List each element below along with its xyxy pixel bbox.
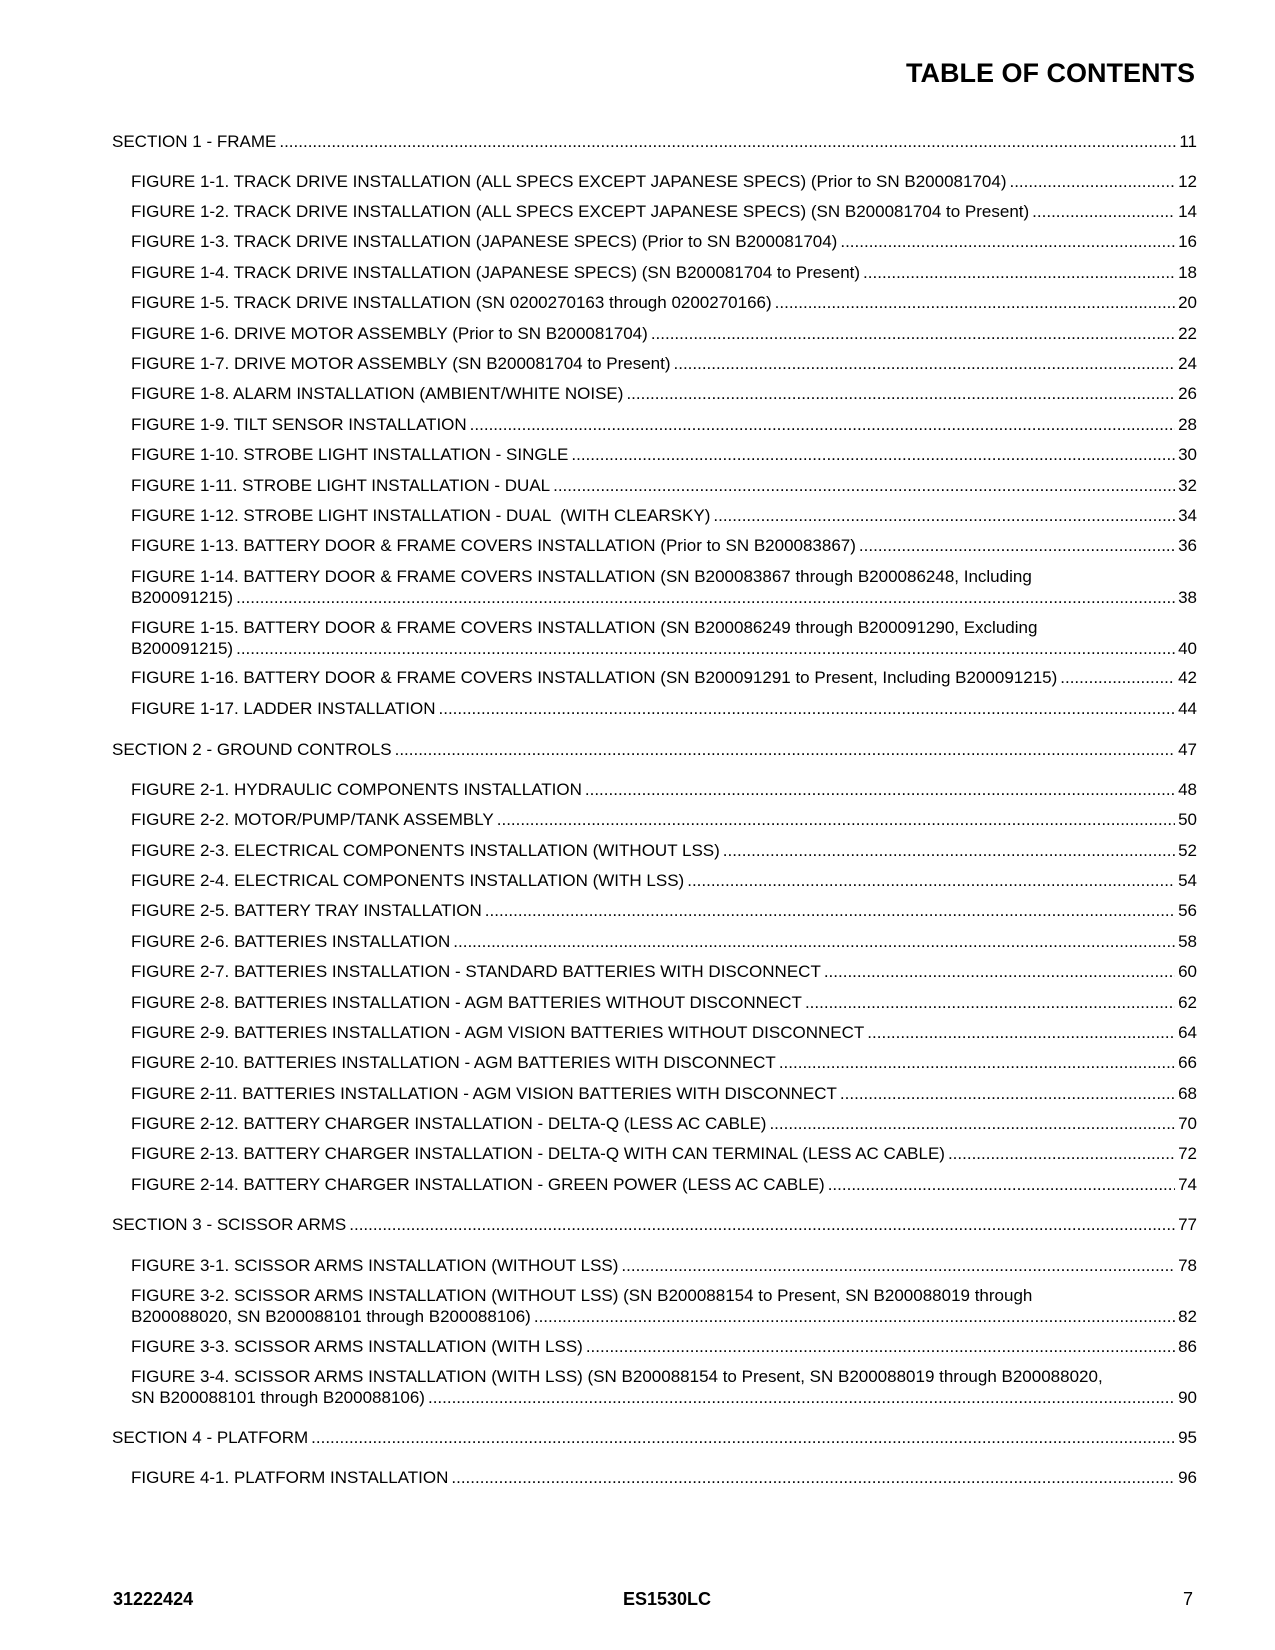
toc-page-number: 86 xyxy=(1178,1337,1197,1356)
toc-entry-label: FIGURE 1-3. TRACK DRIVE INSTALLATION (JAPANESE SPECS) (Prior to SN B200081704) xyxy=(131,232,838,251)
toc-entry-label: FIGURE 2-12. BATTERY CHARGER INSTALLATION - DELTA-Q (LESS AC CABLE) xyxy=(131,1114,767,1133)
toc-page-number: 40 xyxy=(1178,639,1197,658)
toc-page-number: 66 xyxy=(1178,1053,1197,1072)
toc-entry-label: FIGURE 2-5. BATTERY TRAY INSTALLATION xyxy=(131,901,482,920)
toc-page-number: 16 xyxy=(1178,232,1197,251)
toc-figure-entry[interactable] xyxy=(112,1143,1197,1164)
toc-leader-dots xyxy=(585,779,1175,800)
toc-figure-entry[interactable] xyxy=(112,292,1197,313)
toc-page-number: 77 xyxy=(1178,1215,1197,1234)
toc-leader-dots xyxy=(1060,667,1175,688)
toc-leader-dots xyxy=(453,931,1175,952)
toc-figure-entry[interactable] xyxy=(112,870,1197,891)
toc-entry-label: SECTION 3 - SCISSOR ARMS xyxy=(112,1215,347,1234)
footer-model: ES1530LC xyxy=(623,1589,712,1609)
toc-figure-entry[interactable] xyxy=(112,505,1197,526)
toc-entry-title-line: FIGURE 3-2. SCISSOR ARMS INSTALLATION (WITHOUT LSS) (SN B200088154 to Present, SN B200088019 through xyxy=(131,1286,1033,1305)
toc-entry-label: B200091215) xyxy=(131,639,234,658)
toc-page-number: 90 xyxy=(1178,1388,1197,1407)
toc-entry-title-line: FIGURE 1-15. BATTERY DOOR & FRAME COVERS INSTALLATION (SN B200086249 through B200091290, Excluding xyxy=(131,618,1038,637)
toc-figure-entry[interactable] xyxy=(112,617,1197,659)
toc-entry-label: FIGURE 2-14. BATTERY CHARGER INSTALLATION - GREEN POWER (LESS AC CABLE) xyxy=(131,1175,825,1194)
toc-leader-dots xyxy=(948,1143,1175,1164)
toc-leader-dots xyxy=(840,1083,1175,1104)
toc-figure-entry[interactable] xyxy=(112,779,1197,800)
toc-figure-entry[interactable] xyxy=(112,444,1197,465)
toc-leader-dots xyxy=(311,1427,1175,1448)
toc-figure-entry[interactable] xyxy=(112,1113,1197,1134)
toc-page-number: 12 xyxy=(1178,172,1197,191)
toc-leader-dots xyxy=(485,900,1175,921)
toc-page-number: 14 xyxy=(1178,202,1197,221)
toc-entry-label: FIGURE 2-3. ELECTRICAL COMPONENTS INSTALLATION (WITHOUT LSS) xyxy=(131,841,720,860)
toc-leader-dots xyxy=(395,739,1175,760)
toc-figure-entry[interactable] xyxy=(112,566,1197,608)
toc-page-number: 26 xyxy=(1178,384,1197,403)
toc-entry-label: FIGURE 1-17. LADDER INSTALLATION xyxy=(131,699,436,718)
toc-leader-dots xyxy=(867,1022,1175,1043)
toc-page-number: 48 xyxy=(1178,780,1197,799)
toc-leader-dots xyxy=(428,1387,1175,1408)
toc-figure-entry[interactable] xyxy=(112,353,1197,374)
toc-page-number: 54 xyxy=(1178,871,1197,890)
toc-entry-label: FIGURE 1-12. STROBE LIGHT INSTALLATION - DUAL (WITH CLEARSKY) xyxy=(131,506,711,525)
toc-figure-entry[interactable] xyxy=(112,475,1197,496)
toc-entry-label: FIGURE 2-4. ELECTRICAL COMPONENTS INSTALLATION (WITH LSS) xyxy=(131,871,685,890)
toc-leader-dots xyxy=(534,1306,1175,1327)
toc-section-entry[interactable] xyxy=(112,131,1197,152)
toc-entry-label: FIGURE 3-3. SCISSOR ARMS INSTALLATION (WITH LSS) xyxy=(131,1337,583,1356)
toc-leader-dots xyxy=(805,992,1175,1013)
toc-page-number: 56 xyxy=(1178,901,1197,920)
toc-figure-entry[interactable] xyxy=(112,961,1197,982)
toc-leader-dots xyxy=(470,414,1175,435)
toc-page-number: 32 xyxy=(1178,476,1197,495)
toc-leader-dots xyxy=(349,1214,1175,1235)
toc-page-number: 62 xyxy=(1178,993,1197,1012)
toc-entry-label: FIGURE 1-13. BATTERY DOOR & FRAME COVERS INSTALLATION (Prior to SN B200083867) xyxy=(131,536,856,555)
toc-entry-label: B200088020, SN B200088101 through B200088106) xyxy=(131,1307,531,1326)
toc-entry-label: FIGURE 2-7. BATTERIES INSTALLATION - STANDARD BATTERIES WITH DISCONNECT xyxy=(131,962,821,981)
toc-figure-entry[interactable] xyxy=(112,1255,1197,1276)
toc-page-number: 34 xyxy=(1178,506,1197,525)
toc-leader-dots xyxy=(723,840,1175,861)
toc-figure-entry[interactable] xyxy=(112,698,1197,719)
toc-figure-entry[interactable] xyxy=(112,931,1197,952)
toc-entry-label: FIGURE 1-16. BATTERY DOOR & FRAME COVERS INSTALLATION (SN B200091291 to Present, Including B200091215) xyxy=(131,668,1058,687)
toc-figure-entry[interactable] xyxy=(112,262,1197,283)
toc-leader-dots xyxy=(497,809,1175,830)
toc-figure-entry[interactable] xyxy=(112,535,1197,556)
toc-leader-dots xyxy=(586,1336,1175,1357)
toc-page-number: 20 xyxy=(1178,293,1197,312)
toc-page-number: 64 xyxy=(1178,1023,1197,1042)
toc-entry-title-line: FIGURE 3-4. SCISSOR ARMS INSTALLATION (WITH LSS) (SN B200088154 to Present, SN B200088019 through B200088020, xyxy=(131,1367,1103,1386)
toc-leader-dots xyxy=(236,587,1175,608)
toc-entry-label: FIGURE 2-13. BATTERY CHARGER INSTALLATION - DELTA-Q WITH CAN TERMINAL (LESS AC CABLE) xyxy=(131,1144,945,1163)
toc-page-number: 52 xyxy=(1178,841,1197,860)
toc-figure-entry[interactable] xyxy=(112,1285,1197,1327)
toc-leader-dots xyxy=(1009,171,1175,192)
toc-figure-entry[interactable] xyxy=(112,1174,1197,1195)
toc-figure-entry[interactable] xyxy=(112,809,1197,830)
toc-entry-label: FIGURE 1-2. TRACK DRIVE INSTALLATION (ALL SPECS EXCEPT JAPANESE SPECS) (SN B200081704 to Present) xyxy=(131,202,1030,221)
toc-figure-entry[interactable] xyxy=(112,1366,1197,1408)
toc-entry-label: FIGURE 1-5. TRACK DRIVE INSTALLATION (SN 0200270163 through 0200270166) xyxy=(131,293,772,312)
toc-leader-dots xyxy=(451,1467,1175,1488)
toc-page-number: 70 xyxy=(1178,1114,1197,1133)
toc-page-number: 22 xyxy=(1178,324,1197,343)
toc-entry-label: FIGURE 1-7. DRIVE MOTOR ASSEMBLY (SN B200081704 to Present) xyxy=(131,354,671,373)
toc-leader-dots xyxy=(236,638,1175,659)
toc-figure-entry[interactable] xyxy=(112,171,1197,192)
toc-leader-dots xyxy=(621,1255,1175,1276)
toc-entry-label: FIGURE 1-4. TRACK DRIVE INSTALLATION (JAPANESE SPECS) (SN B200081704 to Present) xyxy=(131,263,861,282)
toc-leader-dots xyxy=(840,231,1175,252)
toc-figure-entry[interactable] xyxy=(112,201,1197,222)
toc-page-number: 30 xyxy=(1178,445,1197,464)
toc-leader-dots xyxy=(824,961,1175,982)
toc-leader-dots xyxy=(571,444,1175,465)
footer-doc-number: 31222424 xyxy=(113,1589,194,1609)
toc-leader-dots xyxy=(828,1174,1175,1195)
toc-entry-label: FIGURE 1-1. TRACK DRIVE INSTALLATION (ALL SPECS EXCEPT JAPANESE SPECS) (Prior to SN B200081704) xyxy=(131,172,1007,191)
toc-figure-entry[interactable] xyxy=(112,1467,1197,1488)
toc-figure-entry[interactable] xyxy=(112,992,1197,1013)
toc-leader-dots xyxy=(713,505,1175,526)
toc-entry-label: FIGURE 2-11. BATTERIES INSTALLATION - AGM VISION BATTERIES WITH DISCONNECT xyxy=(131,1084,837,1103)
toc-figure-entry[interactable] xyxy=(112,1022,1197,1043)
toc-leader-dots xyxy=(769,1113,1175,1134)
toc-page-number: 68 xyxy=(1178,1084,1197,1103)
toc-page-number: 47 xyxy=(1178,740,1197,759)
toc-figure-entry[interactable] xyxy=(112,231,1197,252)
toc-entry-label: FIGURE 2-1. HYDRAULIC COMPONENTS INSTALLATION xyxy=(131,780,582,799)
toc-entry-label: FIGURE 1-11. STROBE LIGHT INSTALLATION - DUAL xyxy=(131,476,551,495)
toc-figure-entry[interactable] xyxy=(112,1083,1197,1104)
toc-leader-dots xyxy=(626,383,1175,404)
toc-entry-label: FIGURE 4-1. PLATFORM INSTALLATION xyxy=(131,1468,449,1487)
toc-leader-dots xyxy=(651,323,1175,344)
toc-page-number: 72 xyxy=(1178,1144,1197,1163)
toc-leader-dots xyxy=(779,1052,1175,1073)
toc-page-number: 50 xyxy=(1178,810,1197,829)
toc-page-number: 95 xyxy=(1178,1428,1197,1447)
toc-leader-dots xyxy=(279,131,1176,152)
toc-leader-dots xyxy=(1032,201,1175,222)
toc-entry-label: SECTION 2 - GROUND CONTROLS xyxy=(112,740,392,759)
toc-entry-label: FIGURE 1-9. TILT SENSOR INSTALLATION xyxy=(131,415,467,434)
toc-page-number: 36 xyxy=(1178,536,1197,555)
toc-page-number: 24 xyxy=(1178,354,1197,373)
toc-figure-entry[interactable] xyxy=(112,840,1197,861)
toc-page-number: 96 xyxy=(1178,1468,1197,1487)
toc-leader-dots xyxy=(439,698,1176,719)
toc-leader-dots xyxy=(859,535,1175,556)
toc-page-number: 42 xyxy=(1178,668,1197,687)
toc-section-entry[interactable] xyxy=(112,1214,1197,1235)
toc-entry-label: FIGURE 3-1. SCISSOR ARMS INSTALLATION (WITHOUT LSS) xyxy=(131,1256,619,1275)
toc-figure-entry[interactable] xyxy=(112,383,1197,404)
toc-figure-entry[interactable] xyxy=(112,414,1197,435)
toc-leader-dots xyxy=(687,870,1175,891)
toc-figure-entry[interactable] xyxy=(112,1052,1197,1073)
toc-entry-label: B200091215) xyxy=(131,588,234,607)
toc-leader-dots xyxy=(863,262,1175,283)
toc-page-number: 11 xyxy=(1179,132,1197,151)
toc-page-number: 78 xyxy=(1178,1256,1197,1275)
toc-page-number: 60 xyxy=(1178,962,1197,981)
toc-entry-label: SECTION 4 - PLATFORM xyxy=(112,1428,309,1447)
toc-figure-entry[interactable] xyxy=(112,667,1197,688)
footer-page-number: 7 xyxy=(1182,1589,1193,1609)
toc-entry-label: FIGURE 2-8. BATTERIES INSTALLATION - AGM BATTERIES WITHOUT DISCONNECT xyxy=(131,993,802,1012)
page-title: TABLE OF CONTENTS xyxy=(906,58,1195,88)
toc-entry-title-line: FIGURE 1-14. BATTERY DOOR & FRAME COVERS INSTALLATION (SN B200083867 through B200086248, Including xyxy=(131,567,1032,586)
toc-figure-entry[interactable] xyxy=(112,323,1197,344)
toc-figure-entry[interactable] xyxy=(112,1336,1197,1357)
toc-entry-label: FIGURE 2-2. MOTOR/PUMP/TANK ASSEMBLY xyxy=(131,810,494,829)
toc-page-number: 44 xyxy=(1178,699,1197,718)
toc-figure-entry[interactable] xyxy=(112,900,1197,921)
toc-page-number: 74 xyxy=(1178,1175,1197,1194)
toc-leader-dots xyxy=(674,353,1176,374)
toc-entry-label: FIGURE 1-10. STROBE LIGHT INSTALLATION - SINGLE xyxy=(131,445,569,464)
toc-page-number: 82 xyxy=(1178,1307,1197,1326)
toc-section-entry[interactable] xyxy=(112,1427,1197,1448)
toc-entry-label: FIGURE 2-6. BATTERIES INSTALLATION xyxy=(131,932,451,951)
toc-section-entry[interactable] xyxy=(112,739,1197,760)
toc-entry-label: SN B200088101 through B200088106) xyxy=(131,1388,425,1407)
toc-leader-dots xyxy=(775,292,1175,313)
toc-entry-label: FIGURE 1-6. DRIVE MOTOR ASSEMBLY (Prior to SN B200081704) xyxy=(131,324,648,343)
toc-entry-label: FIGURE 2-10. BATTERIES INSTALLATION - AGM BATTERIES WITH DISCONNECT xyxy=(131,1053,776,1072)
toc-entry-label: SECTION 1 - FRAME xyxy=(112,132,277,151)
toc-entry-label: FIGURE 2-9. BATTERIES INSTALLATION - AGM VISION BATTERIES WITHOUT DISCONNECT xyxy=(131,1023,865,1042)
toc-page-number: 18 xyxy=(1178,263,1197,282)
toc-page-number: 38 xyxy=(1178,588,1197,607)
toc-leader-dots xyxy=(553,475,1175,496)
toc-page-number: 58 xyxy=(1178,932,1197,951)
toc-page-number: 28 xyxy=(1178,415,1197,434)
toc-entry-label: FIGURE 1-8. ALARM INSTALLATION (AMBIENT/WHITE NOISE) xyxy=(131,384,624,403)
